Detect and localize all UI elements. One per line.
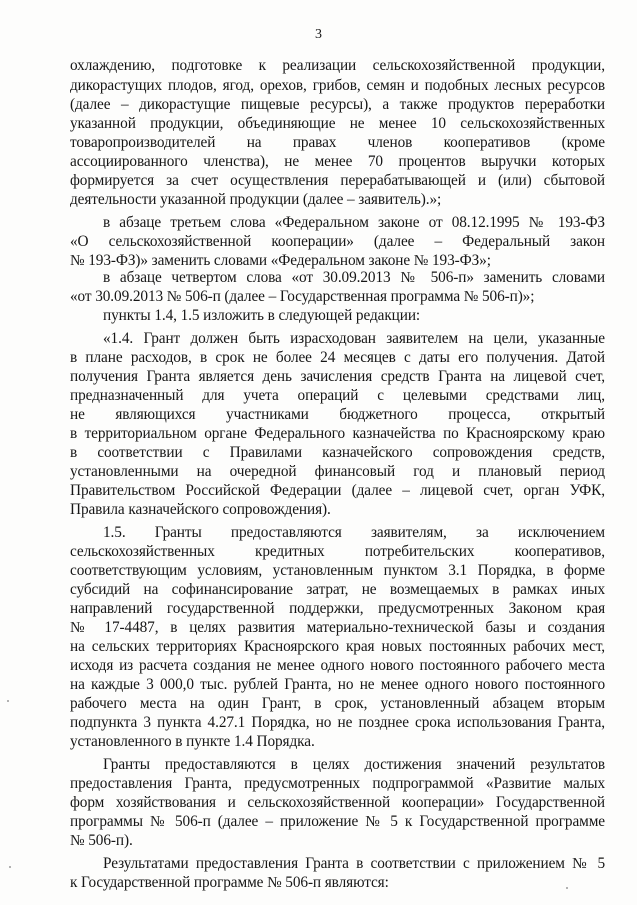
- text-line: № 17-4487, в целях развития материально-технической базы и создания: [70, 619, 605, 636]
- text-line: в плане расходов, в срок не более 24 месяцев с даты его получения. Датой: [70, 349, 605, 366]
- text-line: (далее – дикорастущие пищевые ресурсы), а также продуктов переработки: [70, 96, 605, 113]
- text-line: Результатами предоставления Гранта в соответствии с приложением № 5: [103, 855, 605, 872]
- text-line: рабочего места на один Грант, в срок, установленный абзацем вторым: [70, 695, 605, 712]
- text-line: на каждые 3 000,0 тыс. рублей Гранта, но не менее одного нового постоянного: [70, 676, 605, 693]
- text-line: товаропроизводителей на правах членов кооперативов (кроме: [70, 134, 605, 151]
- text-line: Правительством Российской Федерации (далее – лицевой счет, орган УФК,: [70, 482, 605, 499]
- text-line: 1.5. Гранты предоставляются заявителям, за исключением: [103, 524, 605, 541]
- text-line: получения Гранта является день зачисления средств Гранта на лицевой счет,: [70, 368, 605, 385]
- text-line: «1.4. Грант должен быть израсходован заявителем на цели, указанные: [103, 330, 605, 347]
- text-line: формируется за счет осуществления перерабатывающей и (или) сбытовой: [70, 172, 605, 189]
- scan-speck: [7, 700, 9, 702]
- text-line: охлаждению, подготовке к реализации сельскохозяйственной продукции,: [70, 57, 605, 74]
- text-line: не являющихся участниками бюджетного процесса, открытый: [70, 406, 605, 423]
- scan-speck: [566, 887, 568, 889]
- text-line: пункты 1.4, 1.5 изложить в следующей редакции:: [103, 307, 421, 324]
- text-line: указанной продукции, объединяющие не менее 10 сельскохозяйственных: [70, 115, 605, 132]
- text-line: в территориальном органе Федерального казначейства по Красноярскому краю: [70, 425, 605, 442]
- text-line: направлений государственной поддержки, предусмотренных Законом края: [70, 600, 605, 617]
- text-line: к Государственной программе № 506-п являются:: [70, 874, 389, 891]
- text-line: в абзаце третьем слова «Федеральном законе от 08.12.1995 № 193-ФЗ: [103, 214, 605, 231]
- text-line: субсидий на софинансирование затрат, не возмещаемых в рамках иных: [70, 581, 605, 598]
- text-line: Гранты предоставляются в целях достижения значений результатов: [103, 756, 605, 773]
- text-line: ассоциированного членства), не менее 70 процентов выручки которых: [70, 153, 605, 170]
- scan-speck: [9, 866, 11, 868]
- text-line: № 506-п).: [70, 832, 133, 849]
- text-line: дикорастущих плодов, ягод, орехов, грибов, семян и подобных лесных ресурсов: [70, 77, 605, 94]
- text-line: в абзаце четвертом слова «от 30.09.2013 № 506-п» заменить словами: [103, 269, 605, 286]
- text-line: форм хозяйствования и сельскохозяйственной кооперации» Государственной: [70, 794, 605, 811]
- text-line: № 193-ФЗ)» заменить словами «Федеральном законе № 193-ФЗ»;: [70, 252, 491, 269]
- text-line: «от 30.09.2013 № 506-п (далее – Государственная программа № 506-п)»;: [70, 288, 535, 305]
- page-number: 3: [315, 27, 322, 42]
- text-line: установленного в пункте 1.4 Порядка.: [70, 733, 315, 750]
- text-line: исходя из расчета создания не менее одного нового постоянного рабочего места: [70, 657, 605, 674]
- text-line: установленными на очередной финансовый год и плановый период: [70, 463, 605, 480]
- text-line: в соответствии с Правилами казначейского сопровождения средств,: [70, 444, 605, 461]
- text-line: предназначенный для учета операций с целевыми средствами лиц,: [70, 387, 605, 404]
- text-line: «О сельскохозяйственной кооперации» (далее – Федеральный закон: [70, 233, 605, 250]
- text-line: деятельности указанной продукции (далее – заявитель).»;: [70, 191, 442, 208]
- text-line: соответствующим условиям, установленным пунктом 3.1 Порядка, в форме: [70, 562, 605, 579]
- text-line: программы № 506-п (далее – приложение № 5 к Государственной программе: [70, 813, 605, 830]
- text-line: предоставления Гранта, предусмотренных подпрограммой «Развитие малых: [70, 775, 605, 792]
- text-line: на сельских территориях Красноярского края новых постоянных рабочих мест,: [70, 638, 605, 655]
- text-line: подпункта 3 пункта 4.27.1 Порядка, но не позднее срока использования Гранта,: [70, 714, 605, 731]
- text-line: Правила казначейского сопровождения).: [70, 501, 331, 518]
- text-line: сельскохозяйственных кредитных потребительских кооперативов,: [70, 543, 605, 560]
